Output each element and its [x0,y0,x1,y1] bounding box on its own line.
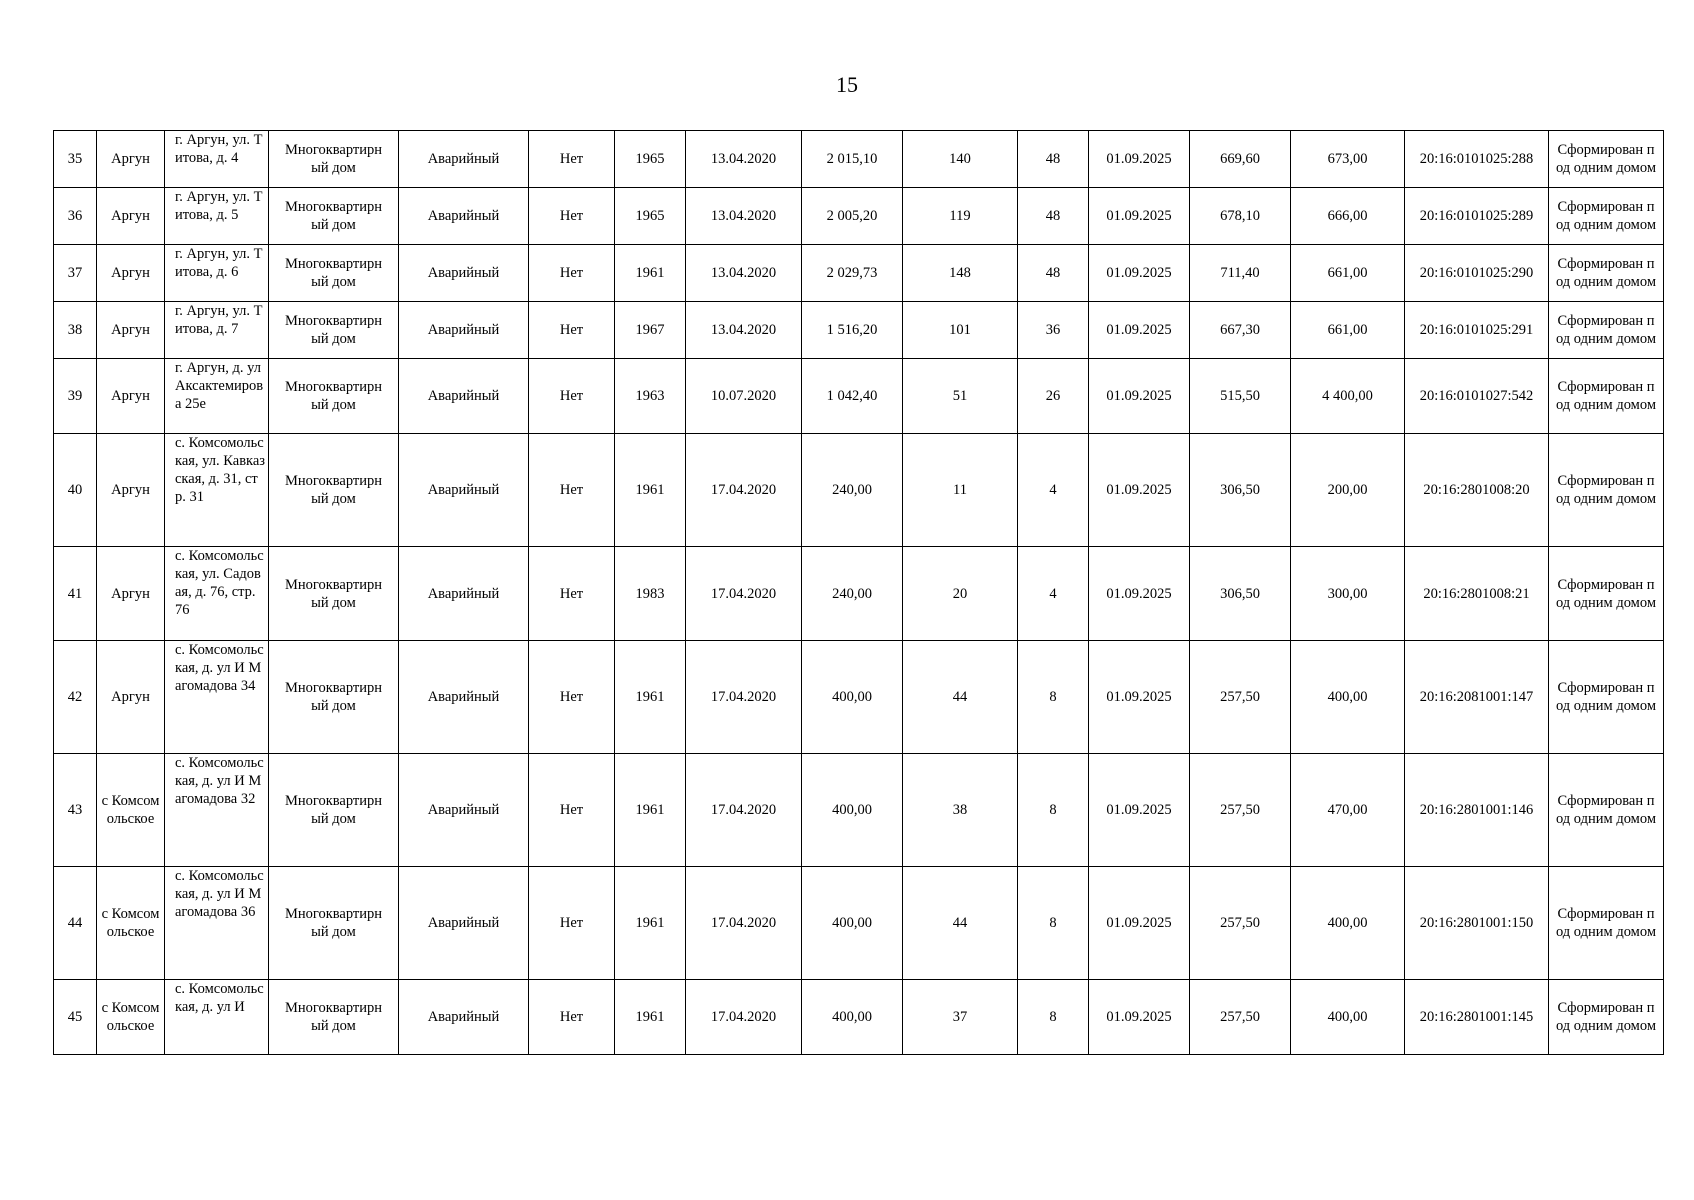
cell-settlement: Аргун [97,131,165,188]
cell-address: с. Комсомольская, д. ул И Магомадова 34 [165,641,269,754]
table-row [54,188,1664,245]
cell-date: 13.04.2020 [686,188,802,245]
cell-house-type: Многоквартирный дом [269,434,399,547]
cell-residents: 20 [903,547,1018,641]
cell-deadline: 01.09.2025 [1089,641,1190,754]
cell-cadastral: 20:16:2801001:145 [1405,980,1549,1055]
cell-residents: 44 [903,641,1018,754]
cell-value-13: 515,50 [1190,359,1291,434]
cell-apartments: 36 [1018,302,1089,359]
cell-value-14: 400,00 [1291,980,1405,1055]
cell-value-13: 678,10 [1190,188,1291,245]
cell-number: 41 [54,547,97,641]
cell-deadline: 01.09.2025 [1089,980,1190,1055]
cell-date: 13.04.2020 [686,131,802,188]
cell-apartments: 48 [1018,245,1089,302]
cell-apartments: 8 [1018,754,1089,867]
cell-area: 400,00 [802,867,903,980]
cell-status: Аварийный [399,547,529,641]
cell-area: 2 005,20 [802,188,903,245]
cell-year: 1961 [615,434,686,547]
cell-number: 45 [54,980,97,1055]
cell-value-14: 400,00 [1291,641,1405,754]
cell-land-status: Сформирован под одним домом [1549,547,1664,641]
cell-value-14: 300,00 [1291,547,1405,641]
cell-deadline: 01.09.2025 [1089,547,1190,641]
table-row [54,641,1664,754]
table-row [54,867,1664,980]
table-row [54,434,1664,547]
cell-value-13: 669,60 [1190,131,1291,188]
cell-value-13: 257,50 [1190,980,1291,1055]
table-row [54,754,1664,867]
cell-status: Аварийный [399,245,529,302]
cell-residents: 38 [903,754,1018,867]
cell-settlement: Аргун [97,245,165,302]
cell-date: 17.04.2020 [686,434,802,547]
cell-value-14: 470,00 [1291,754,1405,867]
cell-year: 1961 [615,867,686,980]
cell-address: с. Комсомольская, д. ул И [165,980,269,1055]
cell-value-14: 4 400,00 [1291,359,1405,434]
cell-settlement: Аргун [97,359,165,434]
cell-value-14: 400,00 [1291,867,1405,980]
cell-year: 1963 [615,359,686,434]
cell-number: 36 [54,188,97,245]
cell-cadastral: 20:16:0101025:291 [1405,302,1549,359]
cell-date: 13.04.2020 [686,245,802,302]
cell-address: г. Аргун, д. ул Аксактемирова 25е [165,359,269,434]
cell-land-status: Сформирован под одним домом [1549,245,1664,302]
cell-cadastral: 20:16:2801001:150 [1405,867,1549,980]
cell-value-13: 257,50 [1190,867,1291,980]
cell-apartments: 4 [1018,547,1089,641]
cell-cadastral: 20:16:2081001:147 [1405,641,1549,754]
cell-residents: 148 [903,245,1018,302]
cell-house-type: Многоквартирный дом [269,188,399,245]
cell-number: 44 [54,867,97,980]
cell-residents: 119 [903,188,1018,245]
cell-apartments: 48 [1018,188,1089,245]
cell-status: Аварийный [399,359,529,434]
cell-land-status: Сформирован под одним домом [1549,754,1664,867]
cell-area: 400,00 [802,641,903,754]
cell-land-status: Сформирован под одним домом [1549,434,1664,547]
cell-status: Аварийный [399,980,529,1055]
cell-land-status: Сформирован под одним домом [1549,867,1664,980]
cell-value-14: 661,00 [1291,245,1405,302]
cell-value-14: 666,00 [1291,188,1405,245]
cell-address: г. Аргун, ул. Титова, д. 4 [165,131,269,188]
cell-flag: Нет [529,359,615,434]
cell-flag: Нет [529,980,615,1055]
cell-land-status: Сформирован под одним домом [1549,641,1664,754]
cell-settlement: Аргун [97,434,165,547]
cell-value-13: 306,50 [1190,547,1291,641]
cell-settlement: с Комсомольское [97,980,165,1055]
cell-flag: Нет [529,131,615,188]
cell-flag: Нет [529,867,615,980]
cell-house-type: Многоквартирный дом [269,754,399,867]
cell-house-type: Многоквартирный дом [269,547,399,641]
cell-year: 1967 [615,302,686,359]
cell-value-13: 257,50 [1190,641,1291,754]
cell-land-status: Сформирован под одним домом [1549,188,1664,245]
cell-year: 1961 [615,754,686,867]
cell-apartments: 8 [1018,980,1089,1055]
housing-registry-table [53,130,1664,1055]
cell-date: 17.04.2020 [686,980,802,1055]
cell-land-status: Сформирован под одним домом [1549,359,1664,434]
cell-flag: Нет [529,188,615,245]
cell-cadastral: 20:16:0101025:290 [1405,245,1549,302]
cell-year: 1961 [615,980,686,1055]
cell-residents: 44 [903,867,1018,980]
cell-value-14: 200,00 [1291,434,1405,547]
cell-apartments: 4 [1018,434,1089,547]
cell-value-13: 711,40 [1190,245,1291,302]
table-row [54,547,1664,641]
cell-year: 1961 [615,245,686,302]
cell-house-type: Многоквартирный дом [269,867,399,980]
cell-apartments: 48 [1018,131,1089,188]
cell-residents: 37 [903,980,1018,1055]
cell-number: 38 [54,302,97,359]
cell-settlement: Аргун [97,641,165,754]
table-row [54,131,1664,188]
cell-address: с. Комсомольская, д. ул И Магомадова 32 [165,754,269,867]
cell-house-type: Многоквартирный дом [269,302,399,359]
cell-flag: Нет [529,302,615,359]
cell-year: 1961 [615,641,686,754]
cell-area: 1 042,40 [802,359,903,434]
cell-residents: 140 [903,131,1018,188]
cell-date: 17.04.2020 [686,547,802,641]
cell-address: с. Комсомольская, д. ул И Магомадова 36 [165,867,269,980]
cell-address: г. Аргун, ул. Титова, д. 7 [165,302,269,359]
cell-house-type: Многоквартирный дом [269,245,399,302]
cell-number: 37 [54,245,97,302]
cell-area: 400,00 [802,980,903,1055]
cell-year: 1965 [615,188,686,245]
cell-residents: 11 [903,434,1018,547]
cell-area: 400,00 [802,754,903,867]
cell-status: Аварийный [399,754,529,867]
cell-land-status: Сформирован под одним домом [1549,302,1664,359]
cell-date: 13.04.2020 [686,302,802,359]
cell-value-14: 661,00 [1291,302,1405,359]
cell-value-13: 257,50 [1190,754,1291,867]
cell-settlement: с Комсомольское [97,754,165,867]
cell-value-13: 667,30 [1190,302,1291,359]
cell-date: 17.04.2020 [686,641,802,754]
cell-address: г. Аргун, ул. Титова, д. 6 [165,245,269,302]
cell-flag: Нет [529,245,615,302]
cell-number: 40 [54,434,97,547]
cell-status: Аварийный [399,641,529,754]
cell-deadline: 01.09.2025 [1089,131,1190,188]
cell-house-type: Многоквартирный дом [269,131,399,188]
cell-area: 1 516,20 [802,302,903,359]
cell-house-type: Многоквартирный дом [269,641,399,754]
cell-address: с. Комсомольская, ул. Садовая, д. 76, стр. 76 [165,547,269,641]
cell-settlement: Аргун [97,302,165,359]
cell-land-status: Сформирован под одним домом [1549,131,1664,188]
table-row [54,359,1664,434]
cell-apartments: 8 [1018,641,1089,754]
cell-value-14: 673,00 [1291,131,1405,188]
cell-flag: Нет [529,641,615,754]
cell-address: г. Аргун, ул. Титова, д. 5 [165,188,269,245]
cell-year: 1965 [615,131,686,188]
cell-area: 240,00 [802,547,903,641]
cell-number: 43 [54,754,97,867]
cell-cadastral: 20:16:2801001:146 [1405,754,1549,867]
cell-land-status: Сформирован под одним домом [1549,980,1664,1055]
table-row [54,980,1664,1055]
cell-cadastral: 20:16:2801008:20 [1405,434,1549,547]
cell-area: 2 015,10 [802,131,903,188]
cell-house-type: Многоквартирный дом [269,980,399,1055]
cell-settlement: с Комсомольское [97,867,165,980]
cell-settlement: Аргун [97,547,165,641]
cell-flag: Нет [529,547,615,641]
cell-residents: 51 [903,359,1018,434]
cell-number: 42 [54,641,97,754]
cell-house-type: Многоквартирный дом [269,359,399,434]
cell-apartments: 26 [1018,359,1089,434]
page-number: 15 [836,72,858,97]
cell-residents: 101 [903,302,1018,359]
cell-value-13: 306,50 [1190,434,1291,547]
cell-cadastral: 20:16:0101025:288 [1405,131,1549,188]
cell-cadastral: 20:16:0101025:289 [1405,188,1549,245]
cell-apartments: 8 [1018,867,1089,980]
table-row [54,302,1664,359]
cell-number: 39 [54,359,97,434]
cell-status: Аварийный [399,434,529,547]
cell-status: Аварийный [399,131,529,188]
cell-deadline: 01.09.2025 [1089,302,1190,359]
cell-status: Аварийный [399,302,529,359]
cell-year: 1983 [615,547,686,641]
cell-deadline: 01.09.2025 [1089,434,1190,547]
cell-area: 2 029,73 [802,245,903,302]
cell-cadastral: 20:16:2801008:21 [1405,547,1549,641]
cell-status: Аварийный [399,188,529,245]
cell-date: 10.07.2020 [686,359,802,434]
cell-deadline: 01.09.2025 [1089,754,1190,867]
cell-flag: Нет [529,754,615,867]
cell-deadline: 01.09.2025 [1089,867,1190,980]
cell-deadline: 01.09.2025 [1089,359,1190,434]
cell-cadastral: 20:16:0101027:542 [1405,359,1549,434]
cell-number: 35 [54,131,97,188]
cell-date: 17.04.2020 [686,754,802,867]
cell-status: Аварийный [399,867,529,980]
cell-deadline: 01.09.2025 [1089,188,1190,245]
cell-flag: Нет [529,434,615,547]
cell-deadline: 01.09.2025 [1089,245,1190,302]
cell-address: с. Комсомольская, ул. Кавказская, д. 31, стр. 31 [165,434,269,547]
cell-area: 240,00 [802,434,903,547]
table-row [54,245,1664,302]
cell-settlement: Аргун [97,188,165,245]
cell-date: 17.04.2020 [686,867,802,980]
